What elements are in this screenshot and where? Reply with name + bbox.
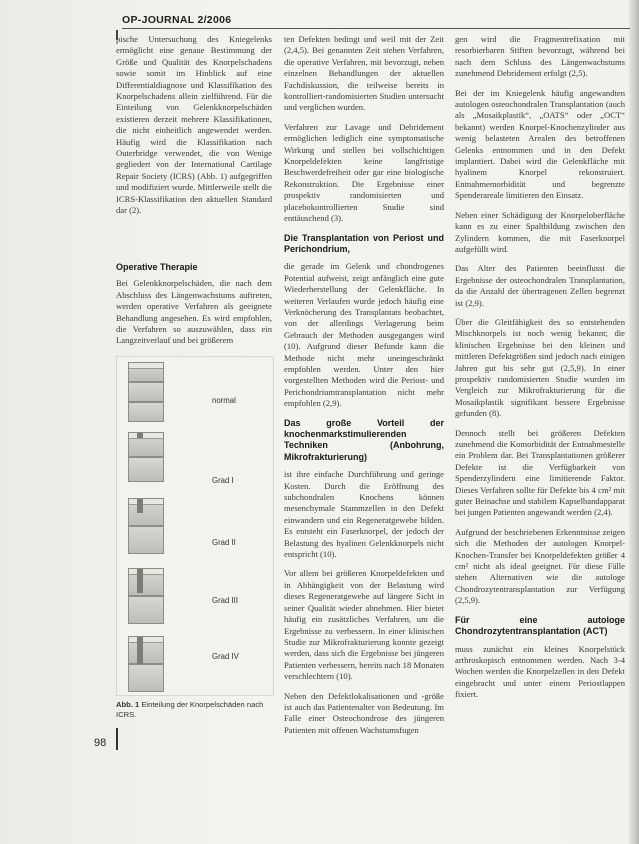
paragraph: pische Untersuchung des Kniegelenks ermöglicht eine genaue Bestimmung der Größe und Qualität des Knorpelschadens sowie somit im Hinblick auf eine Differentialdiagnose und Klassifikation des Knorpelschadens allein zielführend. Für die Einteilung von Gelenkknorpelschäden existieren derzeit mehrere Klassifikationen, die nicht einheitlich angewendet werden. Häufig wird die Klassifikation nach Outerbridge verwendet, die von Wenige gegliedert von der International Cartilage Repair Society (ICRS) (Abb. 1) aufgegriffen und modifiziert wurde. Mittlerweile stellt die ICRS-Klassifikation den aktuellen Standard dar (2). xyxy=(116,34,272,216)
bone-layer xyxy=(128,596,164,624)
paragraph: Bei der im Kniegelenk häufig angewandten autologen osteochondralen Transplantation (auch als „Mosaikplastik“, „OATS“ oder „OCT“ bekannt) werden Knorpel-Knochenzylinder aus wenig belasteten Arealen des betroffenen Gelenks entnommen und in den Defekt implantiert. Dabei wird die Gelenkfläche mit hyalinem Knorpel rekonstruiert. Entnahmemorbidität und begrenzte Spenderareale limitieren den Einsatz. xyxy=(455,87,625,201)
paragraph: ist ihre einfache Durchführung und geringe Kosten. Durch die Eröffnung des subchondralen Knochens können mesenchymale Stammzellen in den Defekt einwandern und ein Regeneratgewebe bilden. Es entsteht ein Faserknorpel, der jedoch der Belastung des hyalinen Gelenkknorpels nicht entspricht (10). xyxy=(284,469,444,560)
figure-label-grade-1: Grad I xyxy=(212,476,234,485)
figure-label-normal: normal xyxy=(212,396,236,405)
figure-caption xyxy=(116,700,276,720)
paragraph: Dennoch stellt bei größeren Defekten zunehmend die Komorbidität der Entnahmestelle ein Problem dar. Bei Transplantationen größerer Defekte ist die Verfügbarkeit von Spenderzylindern eine limitierende Faktor. Dieses Verfahren sollte für Defekte bis 4 cm² mit guter Beinachse und stabilem Kapselbandapparat bei jungen Patienten angewandt werden (2,4). xyxy=(455,427,625,518)
paragraph: ten Defekten bedingt und weil mit der Zeit (2,4,5). Bei genannten Zeit stehen Verfahren, die operative Verfahren, mit bevorzugt, neben einzelnen Behandlungen der aktuellen Fachdiskussion, die teilweise bereits in kontrolliert-randomisierten Studien untersucht und verglichen wurden. xyxy=(284,34,444,113)
header-rule xyxy=(122,28,630,29)
cartilage-block-normal xyxy=(128,362,166,422)
bone-layer xyxy=(128,664,164,692)
cartilage-layer xyxy=(128,568,164,596)
cartilage-block-grade-2 xyxy=(128,498,166,554)
column-1-section xyxy=(116,262,272,352)
paragraph: gen wird die Fragmentrefixation mit resorbierbaren Stiften bevorzugt, während bei nach dem Schluss des Längenwachstums zunehmend Debridement erfolgt (2,5). xyxy=(455,34,625,79)
figure-icrs-classification xyxy=(116,356,274,696)
paragraph: Vor allem bei größeren Knorpeldefekten und in Abhängigkeit von der Belastung wird dieses Regeneratgewebe auf längere Sicht in seiner Qualität wieder abnehmen. Hier bietet häufig ein zusätzliches Verfahren, um die Ergebnisse zu verbessern. In einer klinischen Studie zur Mikrofrakturierung konnte gezeigt werden, dass sich die Ergebnisse bei jüngeren Patienten verbessern, bereits nach 18 Monaten verschlechtern (10). xyxy=(284,568,444,682)
paragraph: muss zunächst ein kleines Knorpelstück arthroskopisch entnommen werden. Nach 3-4 Wochen werden die Knorpelzellen in den Defekt eingebracht und unter einem Periostlappen fixiert. xyxy=(455,643,625,700)
section-heading: Operative Therapie xyxy=(116,262,198,272)
cartilage-layer xyxy=(128,498,164,526)
figure-label-grade-2: Grad II xyxy=(212,538,236,547)
cartilage-layer xyxy=(128,362,164,382)
paragraph: die gerade im Gelenk und chondrogenes Potential aufweist, zeigt anfänglich eine gute Wiederherstellung der Gelenkfläche. In weiteren Verlaufen wurde jedoch häufig eine Verknöcherung des Transplantats beobachtet, von der allerdings Verlagerung beim Gebrauch der Methoden ausgegangen wird (10). Aufgrund dieser Befunde kann die Methode nicht mehr uneingeschränkt empfohlen werden. Unter den hier vorgestellten Methoden wird die Periost- und Perichondriumtransplantation nicht mehr empfohlen (2,9). xyxy=(284,261,444,409)
cartilage-block-grade-1 xyxy=(128,432,166,482)
paragraph: Über die Gleitfähigkeit des so entstehenden Mischknorpels ist noch wenig bekannt; die klinischen Ergebnisse bei den kleinen und mittleren Defektgrößen sind jedoch nach einigen Jahren gut bis sehr gut (2,5,9). In einer prospektiv randomisierten Studie wurden im Vergleich zur Mikrofrakturierung für die Mosaikplastik signifikant bessere Ergebnisse gefunden (8). xyxy=(455,316,625,419)
book-spine-shadow xyxy=(629,0,639,844)
subheading: Die Transplantation von Periost und Perichondrium, xyxy=(284,232,444,254)
column-1-top xyxy=(116,34,272,256)
cartilage-layer xyxy=(128,636,164,664)
bone-layer xyxy=(128,457,164,482)
cartilage-block-grade-3 xyxy=(128,568,166,624)
bone-layer xyxy=(128,402,164,422)
paragraph: Aufgrund der beschriebenen Erkenntnisse zeigen sich die Methoden der autologen Knorpel-Knochen-Transfer bei Knorpeldefekten größer 4 cm² nicht als ideal geeignet. Für diese Fälle stehen Alternativen wie die autologe Chondrozytentransplantation zur Verfügung (2,5,9). xyxy=(455,526,625,606)
page-number: 98 xyxy=(94,737,107,749)
caption-prefix: Abb. 1 xyxy=(116,700,140,709)
page-number-bar xyxy=(116,728,118,750)
bone-layer xyxy=(128,526,164,554)
subheading: Das große Vorteil der knochenmarkstimulierenden Techniken (Anbohrung, Mikrofrakturierung) xyxy=(284,417,444,462)
subheading: Für eine autologe Chondrozytentransplantation (ACT) xyxy=(455,614,625,637)
column-3 xyxy=(455,34,625,804)
caption-text: Einteilung der Knorpelschäden nach ICRS. xyxy=(116,700,264,719)
paragraph: Bei Gelenkknorpelschäden, die nach dem Abschluss des Längenwachstums auftreten, werden operative Verfahren als geeignete Behandlung angesehen. Es wird empfohlen, die Verfahren so auszuwählen, dass ein Langzeitverlauf und bei größerem xyxy=(116,278,272,346)
cartilage-layer xyxy=(128,432,164,457)
figure-label-grade-4: Grad IV xyxy=(212,652,239,661)
paragraph: Neben den Defektlokalisationen und -größe ist auch das Patientenalter von Bedeutung. Im Falle einer Osteochondrose des jüngeren Patienten mit offenen Wachstumsfugen xyxy=(284,690,444,735)
paragraph: Das Alter des Patienten beeinflusst die Ergebnisse der osteochondralen Transplantation, da die Anzahl der übertragenen Zellen begrenzt ist (2,9). xyxy=(455,263,625,308)
figure-label-grade-3: Grad III xyxy=(212,596,238,605)
paragraph: Neben einer Schädigung der Knorpeloberfläche kann es zu einer Spaltbildung zwischen den Zylindern kommen, die mit Faserknorpel aufgefüllt wird. xyxy=(455,209,625,254)
journal-header: OP-JOURNAL 2/2006 xyxy=(122,14,232,26)
paragraph: Verfahren zur Lavage und Debridement ermöglichen lediglich eine symptomatische Wirkung und stellen bei vollschichtigen Knorpeldefekten keine langfristige Beschwerdefreiheit oder gar eine biologische Rekonstruktion. Die Ergebnisse einer prospektiv randomisierten und placebokontrollierten Studie sind enttäuschend (3). xyxy=(284,121,444,224)
bone-layer xyxy=(128,382,164,402)
column-2 xyxy=(284,34,444,804)
cartilage-block-grade-4 xyxy=(128,636,166,692)
